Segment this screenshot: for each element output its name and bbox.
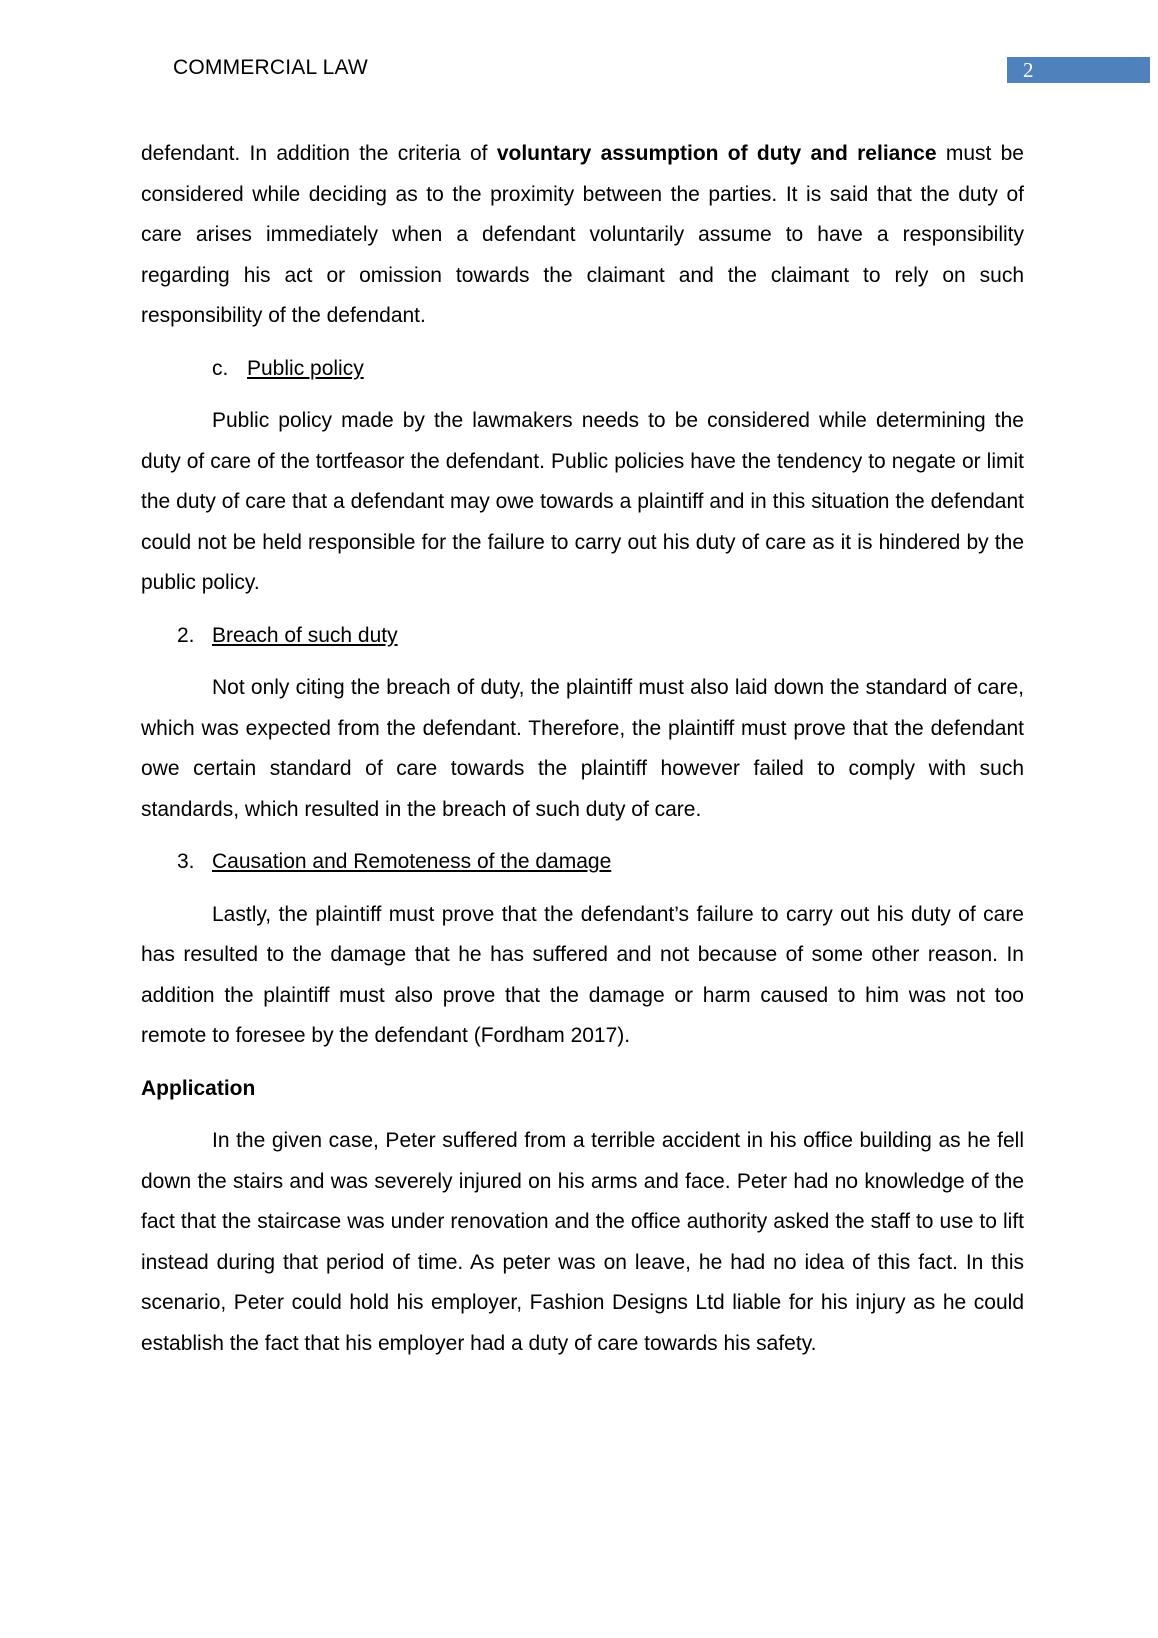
paragraph-public-policy: Public policy made by the lawmakers needs to be considered while determining the duty of care of the tortfeasor the defendant. Public policies have the tendency to negate or limit the duty of care that a defendant may owe towards a plaintiff and in this situation the defendant could not be held responsible for the failure to carry out his duty of care as it is hindered by the public policy.: [141, 409, 1024, 594]
paragraph-causation: Lastly, the plaintiff must prove that the defendant’s failure to carry out his duty of care has resulted to the damage that he has suffered and not because of some other reason. In addition the plaintiff must also prove that the damage or harm caused to him was not too remote to foresee by the defendant (Fordham 2017).: [141, 902, 1024, 1047]
page-number: 2: [1023, 58, 1034, 82]
heading-application: Application: [141, 1076, 256, 1100]
subheading-public-policy: Public policy: [247, 356, 364, 380]
paragraph-application: In the given case, Peter suffered from a terrible accident in his office building as he fell down the stairs and was severely injured on his arms and face. Peter had no knowledge of the fact that the staircase was under renovation and the office authority asked the staff to use to lift instead during that period of time. As peter was on leave, he had no idea of this fact. In this scenario, Peter could hold his employer, Fashion Designs Ltd liable for his injury as he could establish the fact that his employer had a duty of care towards his safety.: [141, 1129, 1024, 1355]
list-item-causation: [141, 842, 1024, 883]
bold-term: voluntary assumption of duty and reliance: [496, 142, 937, 165]
list-item-breach: [141, 616, 1024, 657]
subheading-causation: Causation and Remoteness of the damage: [212, 850, 612, 873]
list-marker: 2.: [177, 623, 195, 647]
paragraph-proximity: defendant. In addition the criteria of voluntary assumption of duty and reliance must be considered while deciding as to the proximity between the parties. It is said that the duty of care arises immediately when a defendant voluntarily assume to have a responsibility regarding his act or omission towards the claimant and the claimant to rely on such responsibility of the defendant.: [141, 142, 1024, 327]
header-title: COMMERCIAL LAW: [173, 56, 368, 79]
page-number-box: [1007, 57, 1150, 83]
subheading-breach: Breach of such duty: [212, 623, 398, 647]
list-marker: c.: [212, 356, 229, 380]
list-marker: 3.: [177, 850, 195, 873]
document-body: [141, 134, 1024, 1364]
paragraph-breach: Not only citing the breach of duty, the plaintiff must also laid down the standard of care, which was expected from the defendant. Therefore, the plaintiff must prove that the defendant owe certain standard of care towards the plaintiff however failed to comply with such standards, which resulted in the breach of such duty of care.: [141, 676, 1024, 821]
list-item-public-policy: [141, 349, 1024, 390]
